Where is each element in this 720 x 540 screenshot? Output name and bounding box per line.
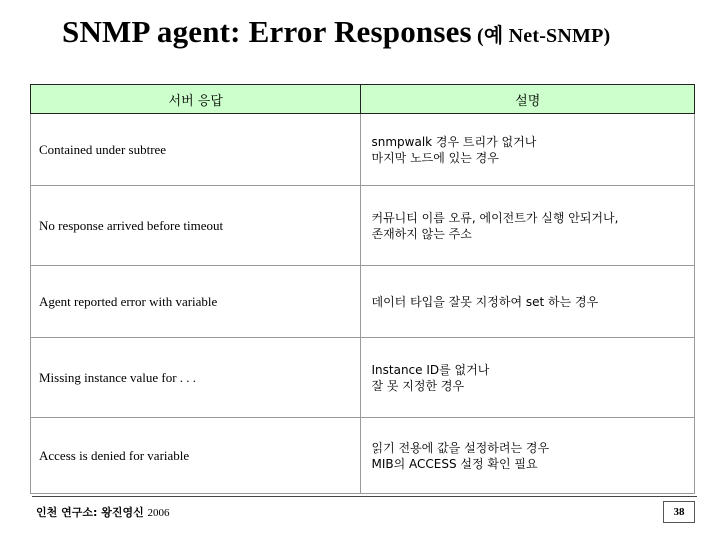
- description-line: snmpwalk 경우 트리가 없거나: [371, 134, 537, 149]
- description-cell: [361, 114, 695, 186]
- description-cell: [361, 418, 695, 494]
- description-line: 잘 못 지정한 경우: [371, 378, 465, 393]
- response-cell: Contained under subtree: [31, 114, 361, 186]
- table-row: [31, 266, 695, 338]
- footer-org: 인천 연구소: 왕진영신: [36, 506, 144, 519]
- description-line: 데이터 타입을 잘못 지정하여 set 하는 경우: [371, 294, 599, 309]
- description-cell: [361, 338, 695, 418]
- description-line: 커뮤니티 이름 오류, 에이전트가 실행 안되거나,: [371, 210, 619, 225]
- table-header-row: [31, 85, 695, 114]
- description-line: 마지막 노드에 있는 경우: [371, 150, 499, 165]
- error-response-table: [30, 84, 695, 494]
- description-line: 읽기 전용에 값을 설정하려는 경우: [371, 440, 550, 455]
- table-row: [31, 114, 695, 186]
- table-row: [31, 338, 695, 418]
- response-cell: Agent reported error with variable: [31, 266, 361, 338]
- description-line: 존재하지 않는 주소: [371, 226, 472, 241]
- description-cell: [361, 186, 695, 266]
- header-description: 설명: [361, 85, 695, 114]
- response-cell: Access is denied for variable: [31, 418, 361, 494]
- page-number: 38: [663, 501, 695, 523]
- footer-year: 2006: [147, 507, 170, 519]
- table-row: [31, 186, 695, 266]
- response-cell: No response arrived before timeout: [31, 186, 361, 266]
- header-server-response: 서버 응답: [31, 85, 361, 114]
- table-row: [31, 418, 695, 494]
- description-line: MIB의 ACCESS 설정 확인 필요: [371, 456, 538, 471]
- description-cell: [361, 266, 695, 338]
- footer-divider: [32, 496, 697, 497]
- title-main: SNMP agent: Error Responses: [62, 14, 472, 49]
- response-cell: Missing instance value for . . .: [31, 338, 361, 418]
- slide-title: [62, 14, 712, 50]
- title-sub: (예 Net-SNMP): [471, 25, 611, 47]
- description-line: Instance ID를 없거나: [371, 362, 490, 377]
- footer-credit: [36, 504, 170, 520]
